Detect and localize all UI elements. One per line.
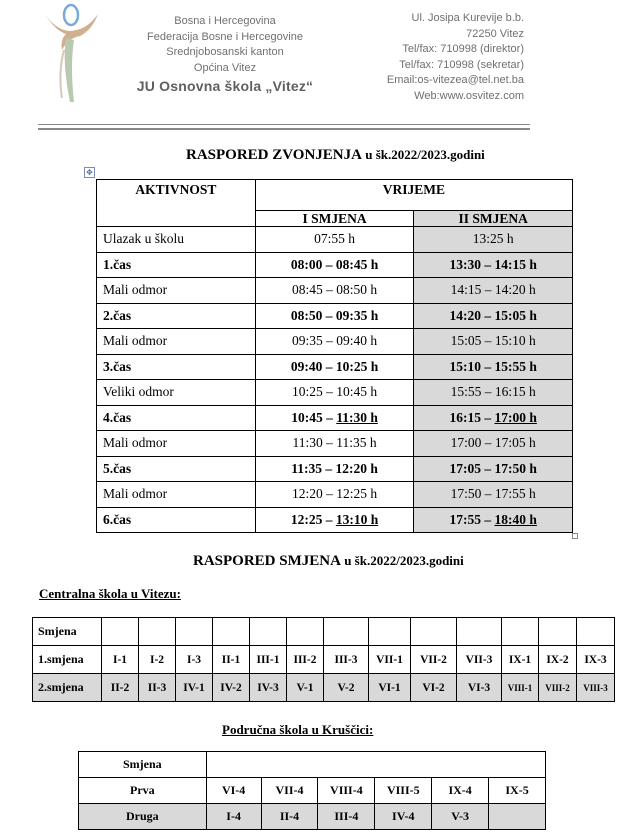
- regional-first-class: VIII-4: [318, 778, 375, 804]
- regional-first-class: VI-4: [206, 778, 261, 804]
- address-line: Ul. Josipa Kurevije b.b.: [411, 12, 524, 24]
- second-shift-class: VI-2: [411, 674, 457, 702]
- country-line: Bosna i Hercegovina: [174, 15, 276, 27]
- regional-first-class: VIII-5: [375, 778, 432, 804]
- shift2-header: II SMJENA: [414, 211, 573, 227]
- bell-schedule-table: [96, 179, 573, 533]
- canton-line: Srednjobosanski kanton: [166, 46, 284, 58]
- institution-block: [130, 14, 320, 95]
- regional-second-class: V-3: [432, 804, 489, 830]
- regional-first-label: Prva: [79, 778, 207, 804]
- second-shift-class: II-3: [139, 674, 176, 702]
- second-shift-label: 2.smjena: [33, 674, 102, 702]
- regional-first-class: IX-4: [432, 778, 489, 804]
- bell-row: [97, 252, 573, 278]
- activity-header: AKTIVNOST: [97, 180, 256, 227]
- shift-title-main: RASPORED SMJENA: [193, 553, 341, 569]
- first-shift-label: 1.smjena: [33, 646, 102, 674]
- bell-row: [97, 329, 573, 355]
- bell-activity: 1.čas: [97, 252, 256, 278]
- shift2-time: 17:00 – 17:05 h: [414, 431, 573, 457]
- time-start: 17:55 –: [449, 511, 495, 527]
- bell-activity: 2.čas: [97, 303, 256, 329]
- regional-second-class: I-4: [206, 804, 261, 830]
- shift1-time: 11:35 – 12:20 h: [255, 456, 414, 482]
- phone-secretary-line: Tel/fax: 710998 (sekretar): [399, 58, 524, 71]
- email-line: Email:os-vitezea@tel.net.ba: [386, 74, 524, 87]
- bell-schedule-title: [0, 146, 630, 164]
- shift-title-rest: u šk.2022/2023.godini: [340, 553, 464, 568]
- central-school-heading: Centralna škola u Vitezu:: [39, 586, 181, 601]
- bell-row: [97, 431, 573, 457]
- bell-title-rest: u šk.2022/2023.godini: [361, 147, 485, 162]
- bell-row: [97, 303, 573, 329]
- header-divider-thick: [38, 128, 530, 130]
- second-shift-class: IV-3: [250, 674, 287, 702]
- regional-second-class: III-4: [318, 804, 375, 830]
- shift1-time: 09:35 – 09:40 h: [255, 329, 414, 355]
- shift2-time: 13:30 – 14:15 h: [414, 252, 573, 278]
- second-shift-class: IV-1: [176, 674, 213, 702]
- regional-second-row: [79, 804, 546, 830]
- bell-row: [97, 227, 573, 253]
- bell-row: [97, 507, 573, 533]
- shift1-time: [255, 405, 414, 431]
- time-start: 10:45 –: [291, 409, 337, 425]
- second-shift-class: VIII-2: [539, 674, 577, 702]
- shift2-time: 15:55 – 16:15 h: [414, 380, 573, 406]
- second-shift-class: IV-2: [213, 674, 250, 702]
- first-shift-class: VII-3: [457, 646, 502, 674]
- regional-first-class: VII-4: [261, 778, 318, 804]
- bell-row: [97, 456, 573, 482]
- shift2-time: 15:05 – 15:10 h: [414, 329, 573, 355]
- regional-shifts-table: [78, 751, 546, 830]
- phone-director-line: Tel/fax: 710998 (direktor): [402, 43, 524, 56]
- regional-label-header: Smjena: [79, 752, 207, 778]
- school-name: JU Osnovna škola „Vitez“: [136, 78, 314, 94]
- second-shift-class: VIII-3: [577, 674, 615, 702]
- shift2-time: 17:50 – 17:55 h: [414, 482, 573, 508]
- time-start: 12:25 –: [290, 511, 336, 527]
- shift2-time: 15:10 – 15:55 h: [414, 354, 573, 380]
- bell-row: [97, 405, 573, 431]
- table-resize-handle[interactable]: [572, 533, 578, 539]
- bell-activity: Veliki odmor: [97, 380, 256, 406]
- shift1-time: 08:45 – 08:50 h: [255, 278, 414, 304]
- shift-header-row: [33, 618, 615, 646]
- second-shift-row: [33, 674, 615, 702]
- shift2-time: 14:15 – 14:20 h: [414, 278, 573, 304]
- bell-activity: 4.čas: [97, 405, 256, 431]
- bell-activity: Mali odmor: [97, 329, 256, 355]
- second-shift-class: VI-3: [457, 674, 502, 702]
- second-shift-class: V-2: [324, 674, 369, 702]
- bell-activity: Mali odmor: [97, 278, 256, 304]
- shift2-time: [414, 405, 573, 431]
- shift-label-header: Smjena: [33, 618, 102, 646]
- first-shift-class: III-1: [250, 646, 287, 674]
- regional-first-row: [79, 778, 546, 804]
- shift1-time: [255, 507, 414, 533]
- first-shift-row: [33, 646, 615, 674]
- first-shift-class: IX-1: [502, 646, 539, 674]
- first-shift-class: III-2: [287, 646, 324, 674]
- first-shift-class: VII-1: [369, 646, 411, 674]
- first-shift-class: IX-2: [539, 646, 577, 674]
- bell-activity: 6.čas: [97, 507, 256, 533]
- bell-activity: Mali odmor: [97, 431, 256, 457]
- time-end: 13:10 h: [335, 511, 379, 527]
- first-shift-class: II-1: [213, 646, 250, 674]
- first-shift-class: I-2: [139, 646, 176, 674]
- second-shift-class: V-1: [287, 674, 324, 702]
- web-line: Web:www.osvitez.com: [414, 89, 524, 102]
- header-divider: [38, 124, 530, 125]
- bell-activity: Mali odmor: [97, 482, 256, 508]
- bell-activity: 5.čas: [97, 456, 256, 482]
- shift2-time: 17:05 – 17:50 h: [414, 456, 573, 482]
- bell-activity: Ulazak u školu: [97, 227, 256, 253]
- shift1-header: I SMJENA: [255, 211, 414, 227]
- second-shift-class: VIII-1: [502, 674, 539, 702]
- first-shift-class: I-3: [176, 646, 213, 674]
- time-header: VRIJEME: [255, 180, 572, 211]
- time-start: 16:15 –: [449, 409, 495, 425]
- bell-row: [97, 482, 573, 508]
- shift2-time: [414, 507, 573, 533]
- first-shift-class: I-1: [102, 646, 139, 674]
- central-shifts-table: [32, 617, 615, 702]
- bell-header-row: [97, 180, 573, 211]
- shift-schedule-title: [0, 552, 630, 570]
- postal-line: 72250 Vitez: [466, 27, 524, 40]
- first-shift-class: III-3: [324, 646, 369, 674]
- regional-school-heading: Područna škola u Kruščici:: [222, 722, 374, 737]
- regional-header-row: [79, 752, 546, 778]
- bell-row: [97, 380, 573, 406]
- shift1-time: 07:55 h: [255, 227, 414, 253]
- bell-activity: 3.čas: [97, 354, 256, 380]
- shift1-time: 09:40 – 10:25 h: [255, 354, 414, 380]
- first-shift-class: VII-2: [411, 646, 457, 674]
- school-logo: [40, 2, 100, 110]
- first-shift-class: IX-3: [577, 646, 615, 674]
- shift1-time: 12:20 – 12:25 h: [255, 482, 414, 508]
- second-shift-class: II-2: [102, 674, 139, 702]
- shift2-time: 13:25 h: [414, 227, 573, 253]
- shift1-time: 08:00 – 08:45 h: [255, 252, 414, 278]
- federation-line: Federacija Bosne i Hercegovine: [147, 30, 303, 43]
- regional-second-class: II-4: [261, 804, 318, 830]
- bell-row: [97, 278, 573, 304]
- shift1-time: 11:30 – 11:35 h: [255, 431, 414, 457]
- bell-title-main: RASPORED ZVONJENJA: [186, 147, 362, 163]
- table-move-handle-icon[interactable]: ✥: [84, 167, 95, 178]
- bell-row: [97, 354, 573, 380]
- regional-second-class: [489, 804, 546, 830]
- time-end: 18:40 h: [494, 511, 537, 527]
- municipality-line: Općina Vitez: [193, 61, 257, 74]
- second-shift-class: VI-1: [369, 674, 411, 702]
- regional-first-class: IX-5: [489, 778, 546, 804]
- contact-block: [387, 11, 524, 105]
- regional-second-label: Druga: [79, 804, 207, 830]
- time-end: 17:00 h: [494, 409, 537, 425]
- shift2-time: 14:20 – 15:05 h: [414, 303, 573, 329]
- shift1-time: 08:50 – 09:35 h: [255, 303, 414, 329]
- shift1-time: 10:25 – 10:45 h: [255, 380, 414, 406]
- regional-second-class: IV-4: [375, 804, 432, 830]
- time-end: 11:30 h: [336, 409, 378, 425]
